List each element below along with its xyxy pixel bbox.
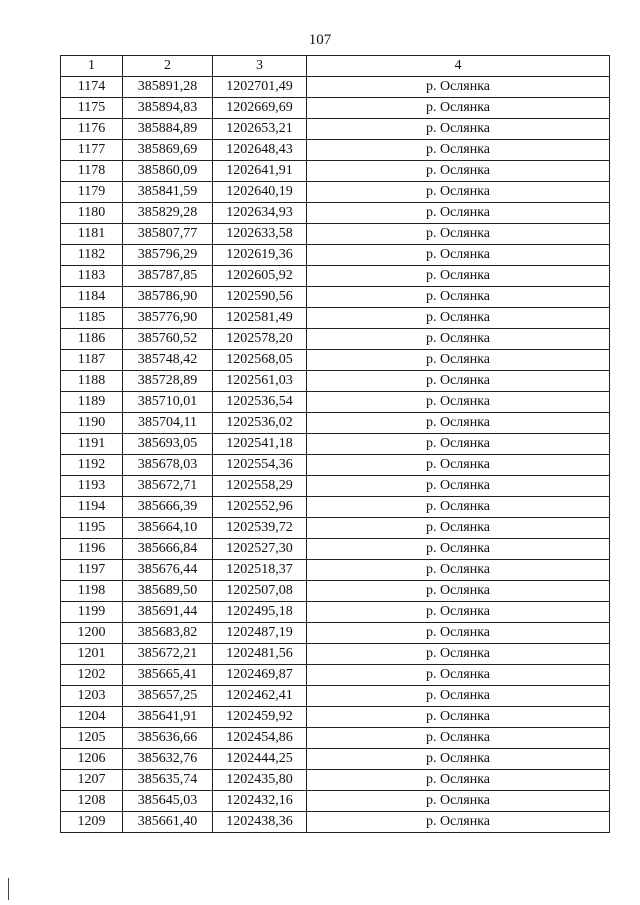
table-row (61, 161, 610, 182)
x-coordinate-cell: 385796,29 (123, 245, 213, 266)
table-row (61, 308, 610, 329)
description-cell: р. Ослянка (307, 623, 610, 644)
description-cell: р. Ослянка (307, 140, 610, 161)
x-coordinate-cell: 385884,89 (123, 119, 213, 140)
point-number-cell: 1180 (61, 203, 123, 224)
point-number-cell: 1196 (61, 539, 123, 560)
y-coordinate-cell: 1202633,58 (213, 224, 307, 245)
table-row (61, 182, 610, 203)
y-coordinate-cell: 1202432,16 (213, 791, 307, 812)
description-cell: р. Ослянка (307, 581, 610, 602)
description-cell: р. Ослянка (307, 203, 610, 224)
point-number-cell: 1178 (61, 161, 123, 182)
point-number-cell: 1198 (61, 581, 123, 602)
description-cell: р. Ослянка (307, 287, 610, 308)
y-coordinate-cell: 1202518,37 (213, 560, 307, 581)
table-row (61, 77, 610, 98)
x-coordinate-cell: 385666,84 (123, 539, 213, 560)
table-row (61, 812, 610, 833)
table-row (61, 707, 610, 728)
description-cell: р. Ослянка (307, 329, 610, 350)
x-coordinate-cell: 385704,11 (123, 413, 213, 434)
table-row (61, 476, 610, 497)
y-coordinate-cell: 1202462,41 (213, 686, 307, 707)
y-coordinate-cell: 1202669,69 (213, 98, 307, 119)
table-row (61, 98, 610, 119)
y-coordinate-cell: 1202640,19 (213, 182, 307, 203)
table-row (61, 728, 610, 749)
table-body (61, 77, 610, 833)
point-number-cell: 1203 (61, 686, 123, 707)
table-row (61, 140, 610, 161)
x-coordinate-cell: 385672,21 (123, 644, 213, 665)
x-coordinate-cell: 385894,83 (123, 98, 213, 119)
y-coordinate-cell: 1202536,54 (213, 392, 307, 413)
table-row (61, 329, 610, 350)
description-cell: р. Ослянка (307, 518, 610, 539)
table-row (61, 749, 610, 770)
column-header-point: 1 (61, 56, 123, 77)
y-coordinate-cell: 1202541,18 (213, 434, 307, 455)
table-row (61, 791, 610, 812)
table-row (61, 539, 610, 560)
point-number-cell: 1183 (61, 266, 123, 287)
table-row (61, 665, 610, 686)
table-row (61, 455, 610, 476)
description-cell: р. Ослянка (307, 161, 610, 182)
y-coordinate-cell: 1202435,80 (213, 770, 307, 791)
y-coordinate-cell: 1202487,19 (213, 623, 307, 644)
table-row (61, 119, 610, 140)
table-row (61, 203, 610, 224)
x-coordinate-cell: 385728,89 (123, 371, 213, 392)
point-number-cell: 1177 (61, 140, 123, 161)
x-coordinate-cell: 385860,09 (123, 161, 213, 182)
description-cell: р. Ослянка (307, 707, 610, 728)
x-coordinate-cell: 385657,25 (123, 686, 213, 707)
x-coordinate-cell: 385693,05 (123, 434, 213, 455)
description-cell: р. Ослянка (307, 560, 610, 581)
x-coordinate-cell: 385689,50 (123, 581, 213, 602)
x-coordinate-cell: 385869,69 (123, 140, 213, 161)
y-coordinate-cell: 1202507,08 (213, 581, 307, 602)
point-number-cell: 1202 (61, 665, 123, 686)
point-number-cell: 1175 (61, 98, 123, 119)
description-cell: р. Ослянка (307, 812, 610, 833)
table-row (61, 224, 610, 245)
point-number-cell: 1200 (61, 623, 123, 644)
x-coordinate-cell: 385807,77 (123, 224, 213, 245)
y-coordinate-cell: 1202552,96 (213, 497, 307, 518)
point-number-cell: 1176 (61, 119, 123, 140)
point-number-cell: 1179 (61, 182, 123, 203)
description-cell: р. Ослянка (307, 266, 610, 287)
description-cell: р. Ослянка (307, 182, 610, 203)
description-cell: р. Ослянка (307, 392, 610, 413)
description-cell: р. Ослянка (307, 749, 610, 770)
description-cell: р. Ослянка (307, 539, 610, 560)
point-number-cell: 1204 (61, 707, 123, 728)
table-row (61, 560, 610, 581)
x-coordinate-cell: 385829,28 (123, 203, 213, 224)
y-coordinate-cell: 1202590,56 (213, 287, 307, 308)
column-header-y: 3 (213, 56, 307, 77)
point-number-cell: 1209 (61, 812, 123, 833)
point-number-cell: 1190 (61, 413, 123, 434)
point-number-cell: 1191 (61, 434, 123, 455)
description-cell: р. Ослянка (307, 371, 610, 392)
y-coordinate-cell: 1202641,91 (213, 161, 307, 182)
description-cell: р. Ослянка (307, 413, 610, 434)
y-coordinate-cell: 1202634,93 (213, 203, 307, 224)
y-coordinate-cell: 1202495,18 (213, 602, 307, 623)
y-coordinate-cell: 1202444,25 (213, 749, 307, 770)
table-row (61, 602, 610, 623)
point-number-cell: 1182 (61, 245, 123, 266)
point-number-cell: 1193 (61, 476, 123, 497)
column-header-x: 2 (123, 56, 213, 77)
point-number-cell: 1205 (61, 728, 123, 749)
point-number-cell: 1184 (61, 287, 123, 308)
description-cell: р. Ослянка (307, 728, 610, 749)
table-row (61, 392, 610, 413)
x-coordinate-cell: 385661,40 (123, 812, 213, 833)
point-number-cell: 1195 (61, 518, 123, 539)
y-coordinate-cell: 1202527,30 (213, 539, 307, 560)
point-number-cell: 1197 (61, 560, 123, 581)
y-coordinate-cell: 1202539,72 (213, 518, 307, 539)
header-row (61, 56, 610, 77)
x-coordinate-cell: 385760,52 (123, 329, 213, 350)
y-coordinate-cell: 1202619,36 (213, 245, 307, 266)
y-coordinate-cell: 1202459,92 (213, 707, 307, 728)
y-coordinate-cell: 1202558,29 (213, 476, 307, 497)
table-row (61, 518, 610, 539)
description-cell: р. Ослянка (307, 455, 610, 476)
x-coordinate-cell: 385787,85 (123, 266, 213, 287)
table-row (61, 623, 610, 644)
table-row (61, 497, 610, 518)
y-coordinate-cell: 1202469,87 (213, 665, 307, 686)
description-cell: р. Ослянка (307, 791, 610, 812)
table-row (61, 581, 610, 602)
description-cell: р. Ослянка (307, 77, 610, 98)
description-cell: р. Ослянка (307, 665, 610, 686)
x-coordinate-cell: 385676,44 (123, 560, 213, 581)
y-coordinate-cell: 1202578,20 (213, 329, 307, 350)
y-coordinate-cell: 1202568,05 (213, 350, 307, 371)
table-row (61, 686, 610, 707)
table-row (61, 371, 610, 392)
x-coordinate-cell: 385691,44 (123, 602, 213, 623)
point-number-cell: 1185 (61, 308, 123, 329)
page-number: 107 (308, 32, 332, 48)
x-coordinate-cell: 385636,66 (123, 728, 213, 749)
y-coordinate-cell: 1202454,86 (213, 728, 307, 749)
point-number-cell: 1189 (61, 392, 123, 413)
x-coordinate-cell: 385632,76 (123, 749, 213, 770)
coordinates-table (60, 55, 610, 833)
y-coordinate-cell: 1202605,92 (213, 266, 307, 287)
point-number-cell: 1208 (61, 791, 123, 812)
point-number-cell: 1187 (61, 350, 123, 371)
table-row (61, 644, 610, 665)
description-cell: р. Ослянка (307, 770, 610, 791)
x-coordinate-cell: 385666,39 (123, 497, 213, 518)
x-coordinate-cell: 385776,90 (123, 308, 213, 329)
x-coordinate-cell: 385683,82 (123, 623, 213, 644)
y-coordinate-cell: 1202701,49 (213, 77, 307, 98)
x-coordinate-cell: 385678,03 (123, 455, 213, 476)
description-cell: р. Ослянка (307, 602, 610, 623)
y-coordinate-cell: 1202554,36 (213, 455, 307, 476)
scan-edge-mark (8, 878, 9, 900)
x-coordinate-cell: 385710,01 (123, 392, 213, 413)
y-coordinate-cell: 1202653,21 (213, 119, 307, 140)
x-coordinate-cell: 385645,03 (123, 791, 213, 812)
y-coordinate-cell: 1202536,02 (213, 413, 307, 434)
point-number-cell: 1207 (61, 770, 123, 791)
description-cell: р. Ослянка (307, 224, 610, 245)
x-coordinate-cell: 385641,91 (123, 707, 213, 728)
x-coordinate-cell: 385672,71 (123, 476, 213, 497)
y-coordinate-cell: 1202581,49 (213, 308, 307, 329)
x-coordinate-cell: 385748,42 (123, 350, 213, 371)
point-number-cell: 1181 (61, 224, 123, 245)
y-coordinate-cell: 1202561,03 (213, 371, 307, 392)
description-cell: р. Ослянка (307, 98, 610, 119)
description-cell: р. Ослянка (307, 434, 610, 455)
table-row (61, 413, 610, 434)
point-number-cell: 1188 (61, 371, 123, 392)
x-coordinate-cell: 385891,28 (123, 77, 213, 98)
x-coordinate-cell: 385635,74 (123, 770, 213, 791)
point-number-cell: 1194 (61, 497, 123, 518)
y-coordinate-cell: 1202438,36 (213, 812, 307, 833)
y-coordinate-cell: 1202481,56 (213, 644, 307, 665)
point-number-cell: 1201 (61, 644, 123, 665)
description-cell: р. Ослянка (307, 350, 610, 371)
y-coordinate-cell: 1202648,43 (213, 140, 307, 161)
description-cell: р. Ослянка (307, 245, 610, 266)
description-cell: р. Ослянка (307, 644, 610, 665)
point-number-cell: 1174 (61, 77, 123, 98)
point-number-cell: 1206 (61, 749, 123, 770)
table-row (61, 287, 610, 308)
description-cell: р. Ослянка (307, 119, 610, 140)
table-row (61, 266, 610, 287)
table-row (61, 434, 610, 455)
description-cell: р. Ослянка (307, 308, 610, 329)
x-coordinate-cell: 385664,10 (123, 518, 213, 539)
x-coordinate-cell: 385786,90 (123, 287, 213, 308)
table-row (61, 770, 610, 791)
description-cell: р. Ослянка (307, 497, 610, 518)
table-row (61, 245, 610, 266)
table-header (61, 56, 610, 77)
column-header-description: 4 (307, 56, 610, 77)
description-cell: р. Ослянка (307, 476, 610, 497)
point-number-cell: 1199 (61, 602, 123, 623)
point-number-cell: 1192 (61, 455, 123, 476)
x-coordinate-cell: 385841,59 (123, 182, 213, 203)
x-coordinate-cell: 385665,41 (123, 665, 213, 686)
description-cell: р. Ослянка (307, 686, 610, 707)
table-row (61, 350, 610, 371)
point-number-cell: 1186 (61, 329, 123, 350)
